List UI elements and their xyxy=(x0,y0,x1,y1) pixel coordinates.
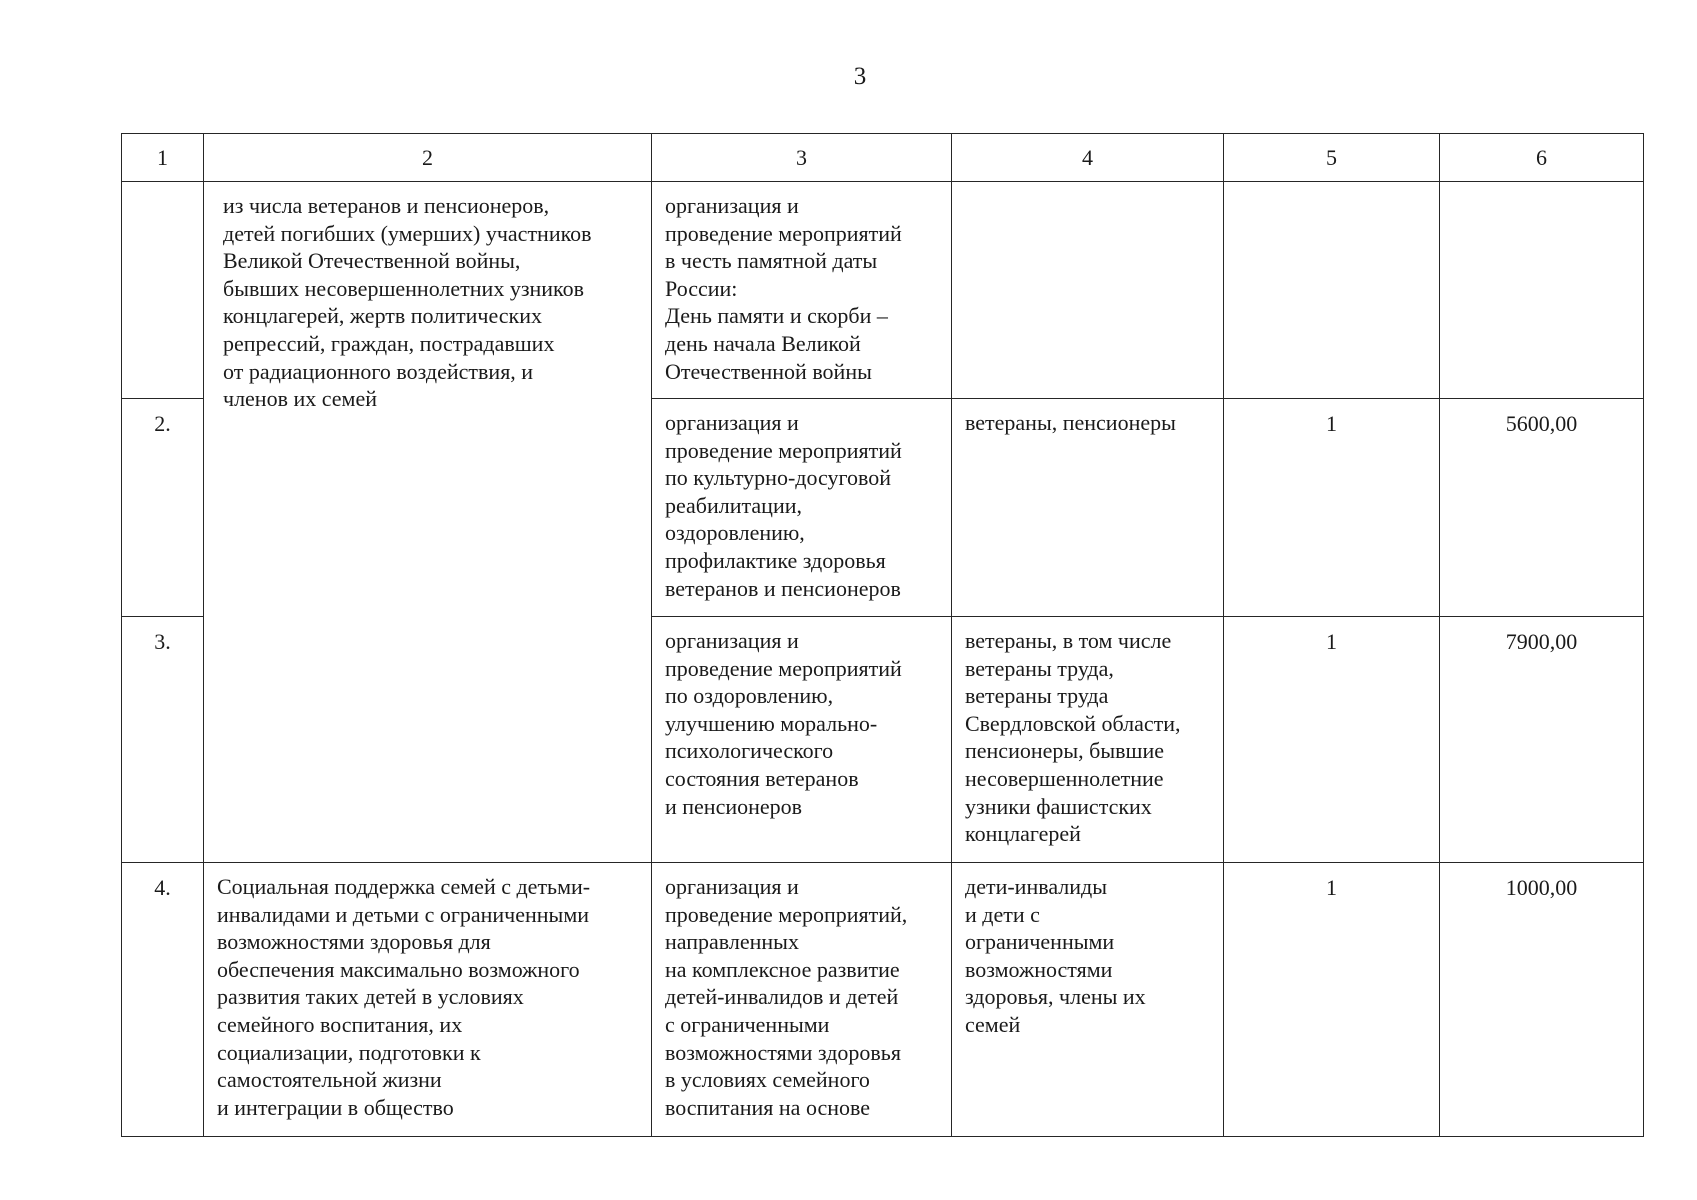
count-value: 1 xyxy=(1326,629,1337,654)
count-cell xyxy=(1224,399,1440,617)
participants-cell xyxy=(952,182,1224,399)
count-value: 1 xyxy=(1326,875,1337,900)
recipient-category-cell xyxy=(204,863,652,1137)
header-col-5: 5 xyxy=(1224,134,1440,182)
participants-text xyxy=(952,182,1223,192)
measure-cell xyxy=(652,182,952,399)
amount-cell xyxy=(1440,399,1644,617)
measure-cell xyxy=(652,399,952,617)
row-number-cell xyxy=(122,399,204,617)
amount-cell xyxy=(1440,617,1644,863)
measure-cell xyxy=(652,617,952,863)
amount-value: 7900,00 xyxy=(1505,629,1578,654)
table-row xyxy=(122,182,1644,399)
header-col-3: 3 xyxy=(652,134,952,182)
measure-text: организация и проведение мероприятий в честь памятной даты России: День памяти и скорби – день начала Великой Отечественной войны xyxy=(665,193,902,384)
recipient-category-cell xyxy=(204,182,652,863)
participants-text: дети-инвалиды и дети с ограниченными возможностями здоровья, члены их семей xyxy=(965,874,1146,1037)
recipient-category-text: Социальная поддержка семей с детьми- инвалидами и детьми с ограниченными возможностями здоровья для обеспечения максимально возможного развития таких детей в условиях семейного воспитания, их социализации, подготовки к самостоятельной жизни и интеграции в общество xyxy=(217,874,591,1120)
recipient-category-text: из числа ветеранов и пенсионеров, детей погибших (умерших) участников Великой Отечественной войны, бывших несовершеннолетних узников концлагерей, жертв политических репрессий, граждан, пострадавших от радиационного воздействия, и членов их семей xyxy=(223,193,592,412)
row-number-cell xyxy=(122,182,204,399)
amount-value: 1000,00 xyxy=(1505,875,1578,900)
page-number: 3 xyxy=(853,63,867,90)
header-col-6: 6 xyxy=(1440,134,1644,182)
participants-cell xyxy=(952,399,1224,617)
row-number: 3. xyxy=(154,629,171,654)
table-row xyxy=(122,863,1644,1137)
count-value xyxy=(1224,182,1439,193)
amount-cell xyxy=(1440,863,1644,1137)
measure-text: организация и проведение мероприятий по культурно-досуговой реабилитации, оздоровлению, профилактике здоровья ветеранов и пенсионеров xyxy=(665,410,902,601)
measure-cell xyxy=(652,863,952,1137)
count-cell xyxy=(1224,863,1440,1137)
measures-table xyxy=(121,133,1644,1137)
count-cell xyxy=(1224,617,1440,863)
header-col-1: 1 xyxy=(122,134,204,182)
participants-text: ветераны, пенсионеры xyxy=(965,410,1176,435)
row-number-cell xyxy=(122,863,204,1137)
amount-value: 5600,00 xyxy=(1505,411,1578,436)
header-col-4: 4 xyxy=(952,134,1224,182)
row-number xyxy=(122,182,203,193)
amount-value xyxy=(1440,182,1643,193)
header-col-2: 2 xyxy=(204,134,652,182)
count-cell xyxy=(1224,182,1440,399)
measure-text: организация и проведение мероприятий по оздоровлению, улучшению морально- психологического состояния ветеранов и пенсионеров xyxy=(665,628,902,819)
measure-text: организация и проведение мероприятий, направленных на комплексное развитие детей-инвалидов и детей с ограниченными возможностями здоровья в условиях семейного воспитания на основе xyxy=(665,874,908,1120)
row-number: 4. xyxy=(154,875,171,900)
participants-cell xyxy=(952,863,1224,1137)
table-header-row xyxy=(122,134,1644,182)
amount-cell xyxy=(1440,182,1644,399)
row-number-cell xyxy=(122,617,204,863)
participants-cell xyxy=(952,617,1224,863)
row-number: 2. xyxy=(154,411,171,436)
count-value: 1 xyxy=(1326,411,1337,436)
participants-text: ветераны, в том числе ветераны труда, ветераны труда Свердловской области, пенсионеры, бывшие несовершеннолетние узники фашистских концлагерей xyxy=(965,628,1181,847)
